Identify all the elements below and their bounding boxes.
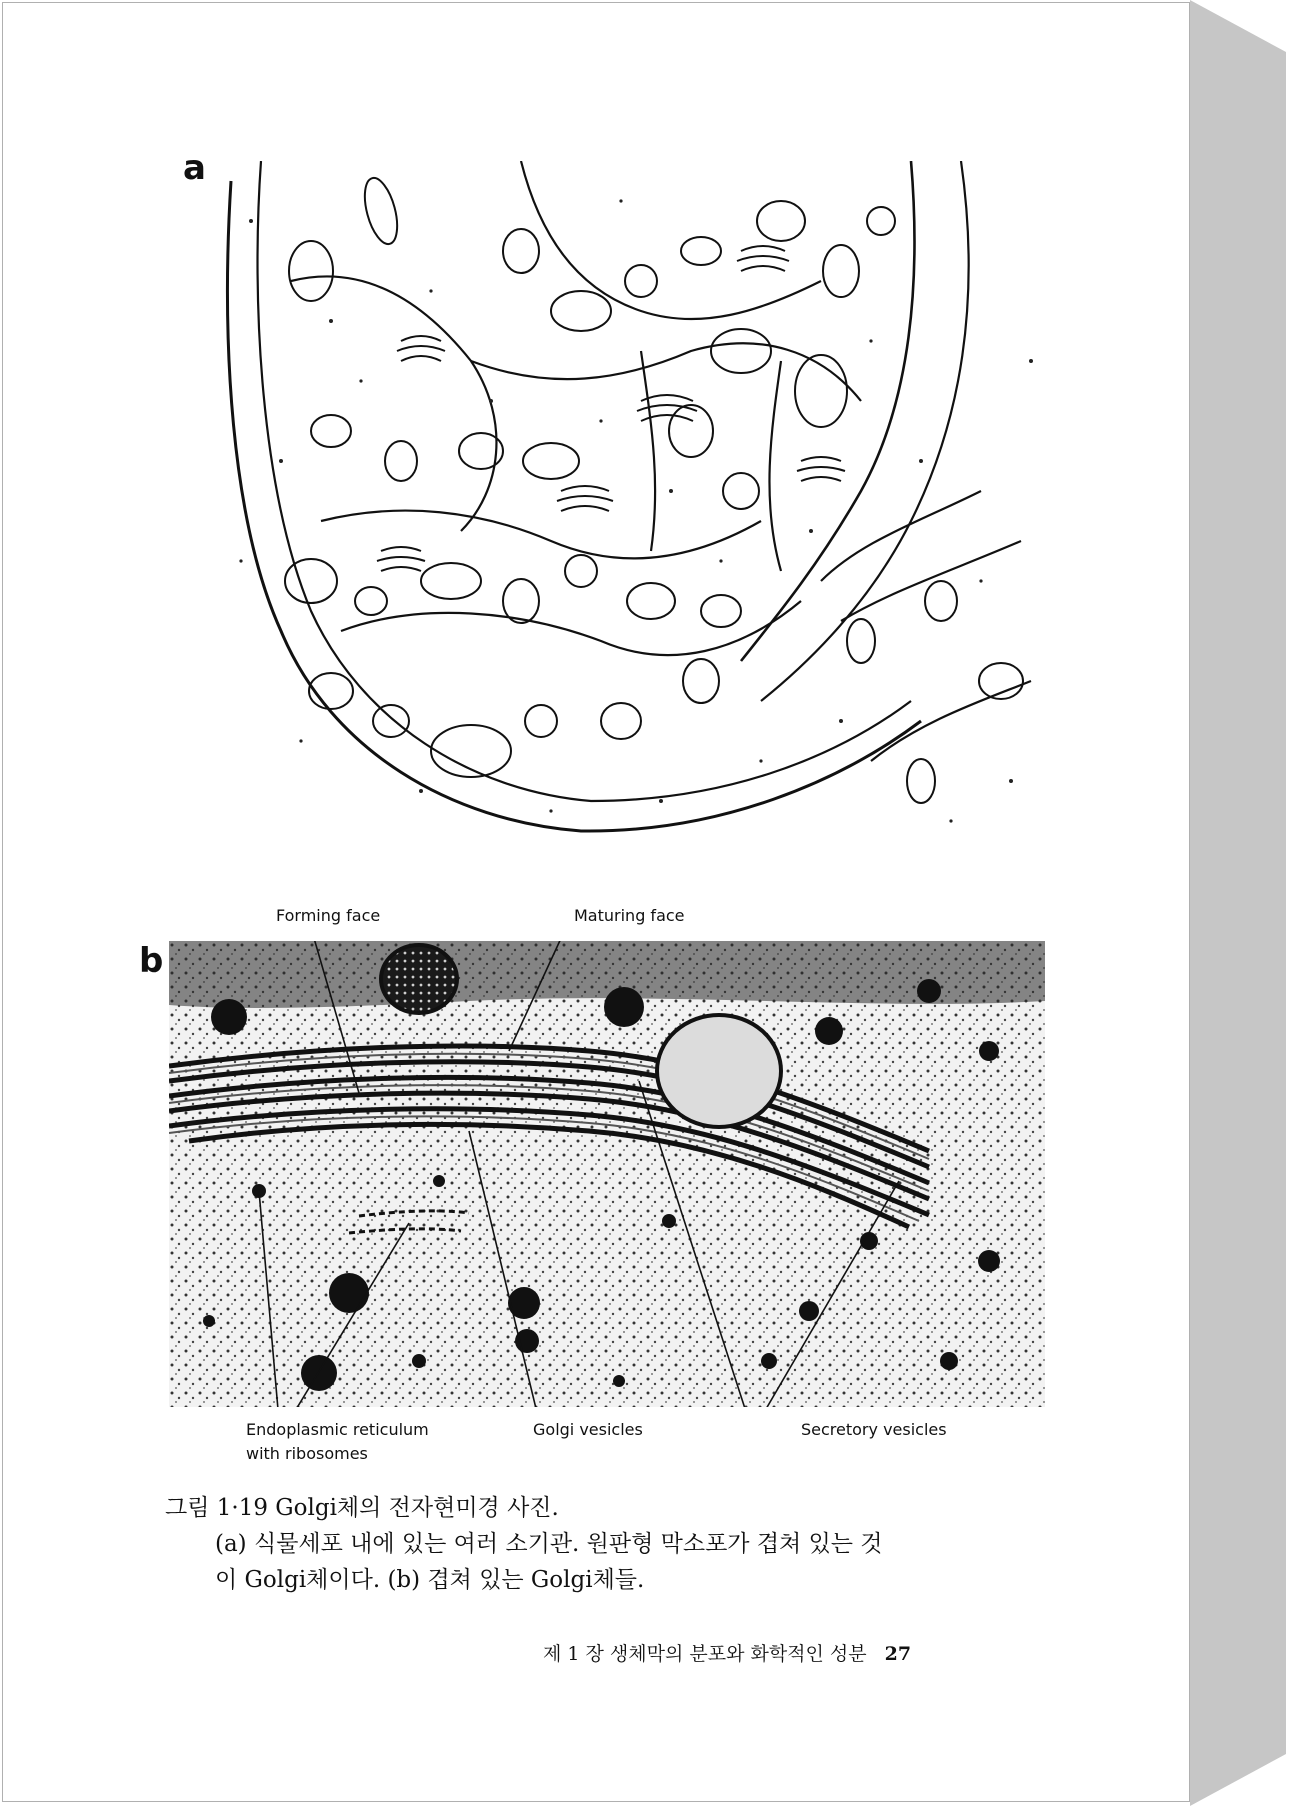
running-head: 제 1 장 생체막의 분포와 화학적인 성분	[543, 1643, 867, 1665]
book-side-edge	[1190, 0, 1286, 1806]
book-page	[2, 2, 1190, 1802]
caption-title: 그림 1·19 Golgi체의 전자현미경 사진.	[165, 1495, 559, 1521]
book-side-top-bevel	[1190, 0, 1286, 52]
micrograph-b	[169, 941, 1045, 1407]
micrograph-a-drawing	[221, 161, 1041, 841]
label-er-line1: Endoplasmic reticulum	[246, 1420, 429, 1439]
page-number: 27	[884, 1643, 912, 1665]
label-golgi-vesicles: Golgi vesicles	[533, 1420, 643, 1439]
panel-b-letter: b	[139, 941, 164, 981]
micrograph-a	[221, 161, 1041, 841]
caption-line-1: (a) 식물세포 내에 있는 여러 소기관. 원판형 막소포가 겹쳐 있는 것	[215, 1531, 883, 1557]
caption-line-2: 이 Golgi체이다. (b) 겹쳐 있는 Golgi체들.	[215, 1567, 645, 1593]
label-secretory-vesicles: Secretory vesicles	[801, 1420, 947, 1439]
panel-a-letter: a	[183, 148, 206, 188]
label-er-line2: with ribosomes	[246, 1444, 368, 1463]
page-footer	[543, 1639, 911, 1666]
label-forming-face: Forming face	[276, 906, 381, 925]
micrograph-b-drawing	[169, 941, 1045, 1407]
book-side-bottom-bevel	[1190, 1754, 1286, 1806]
label-maturing-face: Maturing face	[574, 906, 685, 925]
